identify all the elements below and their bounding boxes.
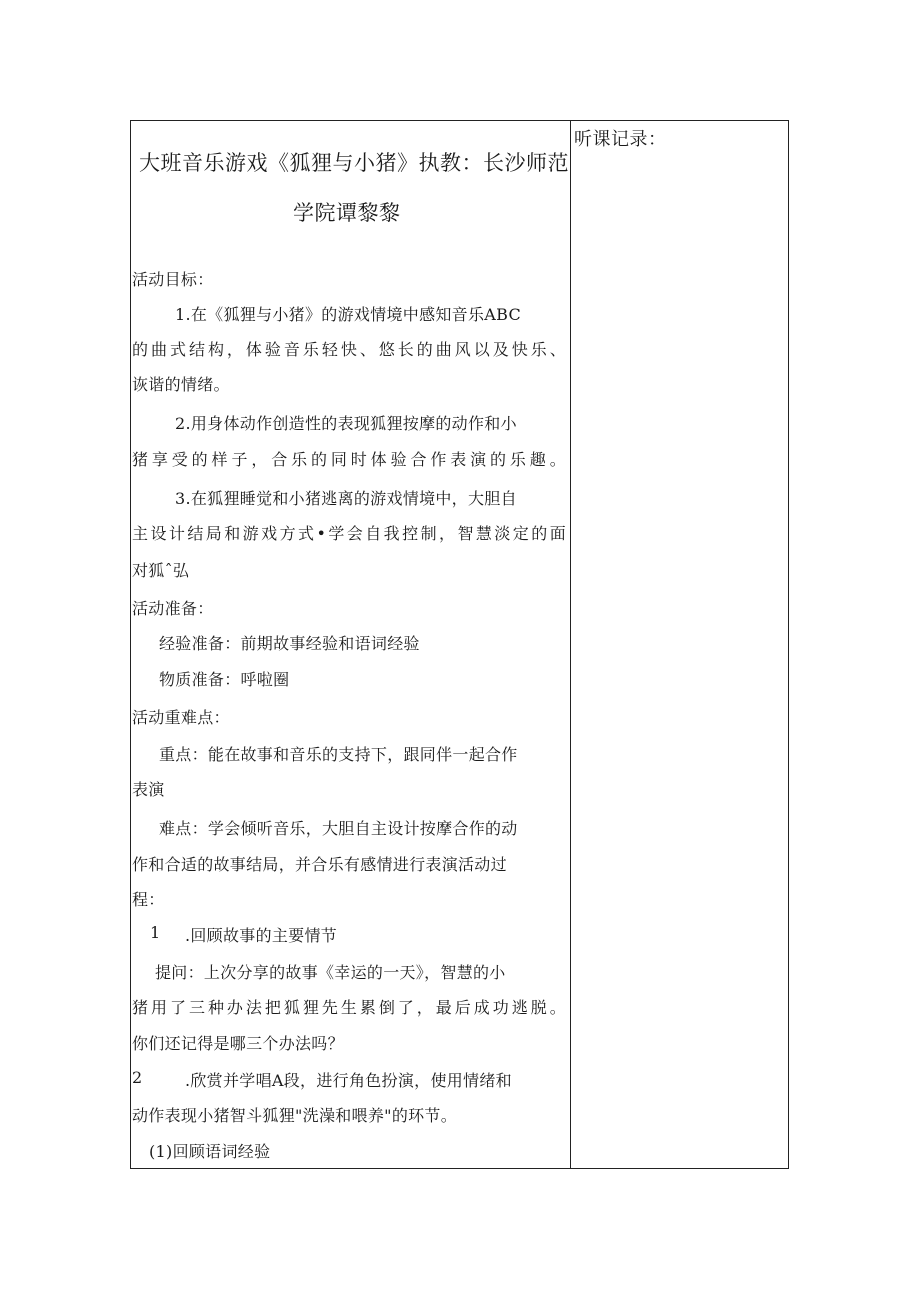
prep-experience: 经验准备：前期故事经验和语词经验 [159, 634, 420, 653]
question-line-3: 你们还记得是哪三个办法吗？ [132, 1034, 344, 1053]
title-line-1: 大班音乐游戏《狐狸与小猪》执教：长沙师范 [139, 151, 569, 175]
difficulty-line-1: 难点：学会倾听音乐，大胆自主设计按摩合作的动 [159, 819, 518, 838]
step-2-line-2: 动作表现小猪智斗狐狸"洗澡和喂养"的环节。 [132, 1106, 458, 1125]
difficulty-line-3: 程： [132, 890, 165, 909]
lesson-table [130, 120, 789, 1169]
goal-2-line-1: 2.用身体动作创造性的表现狐狸按摩的动作和小 [175, 414, 517, 433]
goal-3-line-2: 主设计结局和游戏方式•学会自我控制，智慧淡定的面 [132, 524, 566, 543]
step-2-number: 2 [132, 1068, 143, 1087]
step-1-text: .回顾故事的主要情节 [185, 926, 338, 945]
title-line-2: 学院谭黎黎 [293, 201, 401, 225]
goal-1-line-2: 的曲式结构，体验音乐轻快、悠长的曲风以及快乐、 [132, 340, 566, 359]
goal-3-line-1: 3.在狐狸睡觉和小猪逃离的游戏情境中，大胆自 [175, 489, 517, 508]
key-point-line-1: 重点：能在故事和音乐的支持下，跟同伴一起合作 [159, 745, 518, 764]
lesson-plan-column [131, 121, 570, 1168]
goal-1-line-3: 诙谐的情绪。 [132, 375, 230, 394]
step-1-number: 1 [150, 923, 161, 942]
observation-column [572, 121, 788, 1168]
question-line-2: 猪用了三种办法把狐狸先生累倒了，最后成功逃脱。 [132, 998, 566, 1017]
prep-heading: 活动准备： [132, 599, 214, 618]
question-line-1: 提问：上次分享的故事《幸运的一天》，智慧的小 [155, 963, 506, 982]
prep-material: 物质准备：呼啦圈 [159, 670, 290, 689]
key-point-line-2: 表演 [132, 780, 165, 799]
step-2-line-1: .欣赏并学唱A段，进行角色扮演，使用情绪和 [185, 1071, 512, 1090]
observation-label: 听课记录： [574, 129, 667, 150]
difficulty-line-2: 作和合适的故事结局，并合乐有感情进行表演活动过 [132, 855, 507, 874]
sub-step-1: (1)回顾语词经验 [149, 1142, 271, 1161]
focus-heading: 活动重难点： [132, 708, 230, 727]
goal-1-line-1: 1.在《狐狸与小猪》的游戏情境中感知音乐ABC [175, 305, 522, 324]
goals-heading: 活动目标： [132, 270, 214, 289]
goal-2-line-2: 猪享受的样子，合乐的同时体验合作表演的乐趣。 [132, 450, 566, 469]
goal-3-line-3: 对狐ˆ弘 [132, 561, 190, 580]
column-divider [570, 121, 571, 1168]
